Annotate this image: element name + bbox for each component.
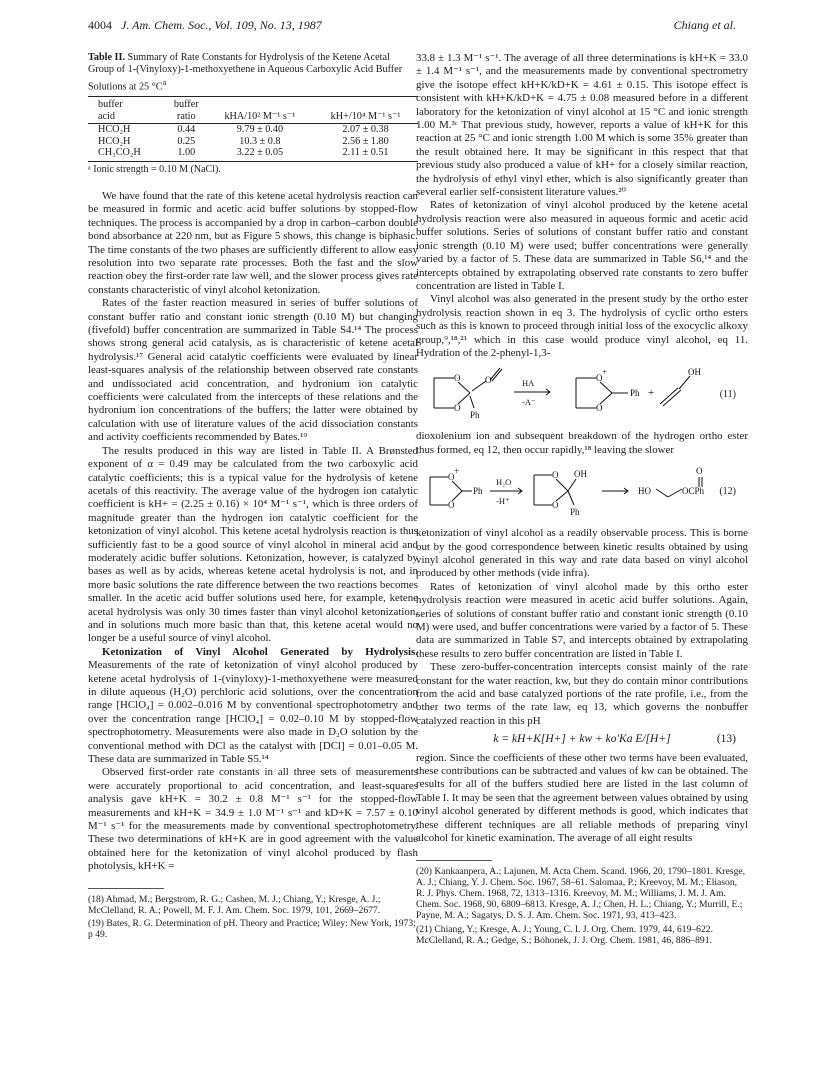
body-paragraph: Rates of the faster reaction measured in series of buffer solutions of constant buffer ratio and constant ionic strength (0.10 M) but changing (fivefold) buffer concentration are summarized in Table S4.¹⁴ The process shows strong general acid catalysis, as is characteristic of ketene acetal hydrolysis.¹⁷ General acid catalytic coefficients were evaluated by linear least-squares analysis of the relationship between observed rate constants and undissociated acid concentration, and hydronium ion catalytic coefficients were calculated from the intercepts of these relations and the hydronium ion concentrations of the buffers; the latter were obtained by calculation with use of literature values of the acid dissociation constants and activity coefficients recommended by Bates.¹⁹ — [88, 297, 418, 444]
oxygen-label: O — [454, 403, 461, 414]
byproduct-label: -H⁺ — [496, 496, 510, 507]
phenyl-label: Ph — [470, 410, 480, 421]
cell-kh: 2.11 ± 0.51 — [313, 147, 418, 161]
col-header-buffer: buffer — [88, 97, 166, 111]
body-paragraph: We have found that the rate of this ketene acetal hydrolysis reaction can be measured in formic and acetic acid buffer solutions by stopped-flow techniques. The process is accompanied by a drop in carbon–carbon double bond absorbance at 220 nm, but as Figure 5 shows, this change is biphasic. The time constants of the two phases are sufficiently different to allow easy resolution into two separate rate processes. Both the fast and the slow reaction obey the first-order rate law well, and the slower process gives rate constants characteristic of vinyl alcohol ketonization. — [88, 189, 418, 296]
body-paragraph — [88, 646, 418, 767]
cell-kh: 2.07 ± 0.38 — [342, 124, 389, 136]
equation-number: (12) — [719, 486, 736, 498]
body-paragraph: Rates of ketonization of vinyl alcohol made by this ortho ester hydrolysis reaction were measured in acetic acid buffer solutions. Again, series of solutions of constant buffer ratio and constant ionic strength (0.10 M) were used, and buffer concentrations were varied by a factor of 5. These data are summarized in Table S7, and intercepts obtained by extrapolating these results to zero buffer concentration are listed in Table I. — [416, 580, 748, 660]
cell-kha: 3.22 ± 0.05 — [207, 147, 313, 161]
reaction-11-structure — [416, 366, 736, 424]
phenyl-label: Ph — [630, 388, 640, 399]
reaction-scheme-12 — [416, 463, 748, 521]
body-paragraph: Rates of ketonization of vinyl alcohol produced by the ketene acetal hydrolysis reaction were also measured in aqueous formic and acetic acid buffer solutions. Series of solutions of constant buffer ratio and constant ionic strength (0.10 M) were used; buffer concentrations were generally varied by a factor of 5. These data are summarized in Table S6,¹⁴ and the intercepts obtained by extrapolating observed rate constants to zero buffer concentration are listed in Table I. — [416, 199, 748, 292]
catalyst-label: HA — [522, 378, 535, 389]
equation-number: (13) — [716, 733, 736, 746]
hydroxyl-label: OH — [688, 367, 701, 378]
body-paragraph: Vinyl alcohol was also generated in the present study by the ortho ester hydrolysis reaction shown in eq 3. The hydrolysis of cyclic ortho esters such as this is known to proceed through initial loss of the exocyclic alkoxy group,⁹,¹⁸,²¹ which in this case would produce vinyl alcohol, eq 11. Hydration of the 2-phenyl-1,3- — [416, 293, 748, 359]
body-paragraph: ketonization of vinyl alcohol as a readily observable process. This is borne out by the good correspondence between kinetic results obtained by using vinyl alcohol generated in this way and rate data based on vinyl alcohol produced by other methods (vide infra). — [416, 527, 748, 580]
reaction-scheme-11 — [416, 366, 748, 424]
hydroxyl-label: HO — [638, 486, 651, 497]
cell-ratio: 0.25 — [177, 135, 196, 147]
table-row — [88, 124, 418, 136]
reference-note: (21) Chiang, Y.; Kresge, A. J.; Young, C. I. J. Org. Chem. 1979, 44, 619–622. McClelland, R. A.; Gedge, S.; Bohonek, J. J. Org. Chem. 1981, 46, 886–891. — [416, 923, 713, 946]
cell-acid: HCO₂H — [98, 124, 131, 136]
body-paragraph: Observed first-order rate constants in all three sets of measurements were accurately proportional to acid concentration, and least-squares analysis gave kH+K = 30.2 ± 0.8 M⁻¹ s⁻¹ for the stopped-flow measurements and kH+K = 34.9 ± 1.0 M⁻¹ s⁻¹ and kD+K = 7.57 ± 0.10 M⁻¹ s⁻¹ for the measurements made by conventional spectrophotometry. These two determinations of kH+K are in good agreement with the value obtained here for the ketonization of vinyl alcohol produced by flash photolysis, kH+K = — [88, 766, 418, 873]
col-header-buffer-2: buffer — [166, 97, 207, 111]
equation-text: k = kH+K[H+] + kw + ko′Ka E/[H+] — [493, 733, 671, 746]
col-header-acid: acid — [88, 111, 166, 124]
hydroxyl-label: OH — [574, 469, 587, 480]
running-authors: Chiang et al. — [673, 18, 736, 32]
oxygen-label: O — [596, 403, 603, 414]
journal-citation: J. Am. Chem. Soc., Vol. 109, No. 13, 1987 — [121, 18, 322, 32]
cell-ratio: 1.00 — [166, 147, 207, 161]
table-caption-text: Summary of Rate Constants for Hydrolysis of the Ketene Acetal Group of 1-(Vinyloxy)-1-methoxyethene in Aqueous Carboxylic Acid Buffer Solutions at 25 °C — [88, 52, 403, 93]
body-paragraph: 33.8 ± 1.3 M⁻¹ s⁻¹. The average of all three determinations is kH+K = 33.0 ± 1.4 M⁻¹ s⁻¹, and the measurements made by conventional spectrometry give the isotope effect kH+K/kD+K = 4.61 ± 0.15. This isotope effect is consistent with kH+K/kD+K = 4.75 ± 0.08 measured before in a different laboratory for the ketonization of vinyl alcohol at 15 °C and ionic strength 1.00 M.³ᶜ That previous study, however, reports a value of kH+K for this reaction at 25 °C and ionic strength 1.00 M which is some 35% greater than the result obtained here. It may be significant in this respect that that previous study also produced a value of kH+ for a closely similar reaction, the hydrolysis of ethyl vinyl ether, which is also significantly greater than several earlier self-consistent literature values.²⁰ — [416, 52, 748, 199]
table-row — [88, 147, 418, 161]
charge-label: + — [454, 466, 460, 477]
plus-sign: + — [648, 387, 655, 400]
rate-constant-table — [88, 96, 418, 162]
cell-acid: HCO₂H — [98, 135, 131, 147]
reagent-label: H₂O — [496, 477, 512, 488]
paragraph-text: Measurements of the rate of ketonization of vinyl alcohol produced by ketene acetal hydrolysis of 1-(vinyloxy)-1-methoxyethene were measured in dilute aqueous (H₂O) perchloric acid solutions, over the concentration range [HClO₄] = 0.002–0.016 M by conventional spectrophotometry and over the concentration range [HClO₄] = 0.02–0.10 M by stopped-flow spectrophotometry. Measurements were also made in D₂O solution by the conventional method with DCl as the catalyst with [DCl] = 0.01–0.05 M. These data are summarized in Table S5.¹⁴ — [88, 659, 418, 766]
oxygen-label: O — [454, 373, 461, 384]
oxygen-label: O — [448, 500, 455, 511]
reference-note: (19) Bates, R. G. Determination of pH. Theory and Practice; Wiley: New York, 1973; p 49. — [88, 918, 416, 941]
byproduct-label: -A⁻ — [522, 397, 536, 408]
equation-number: (11) — [719, 389, 736, 401]
col-header-kh: kH+/10⁴ M⁻¹ s⁻¹ — [313, 111, 418, 124]
section-heading: Ketonization of Vinyl Alcohol Generated by Hydrolysis. — [102, 645, 418, 658]
rate-law-equation — [416, 733, 748, 746]
running-header — [88, 19, 736, 35]
reference-note: (20) Kankaanpera, A.; Lajunen, M. Acta Chem. Scand. 1966, 20, 1790–1801. Kresge, A. J.; Chiang, Y. J. Chem. Soc. 1967, 58–61. Salomaa, P.; Kreevoy, M. M.; Eliason, R. J. Phys. Chem. 1968, 72, 1313–1316. Kreevoy, M. M.; Williams, J. M. J. Am. Chem. Soc. 1968, 90, 6809–6813. Kresge, A. J.; Chen, H. L.; Chiang, Y.; Murrill, E.; Payne, M. A.; Sagatys, D. S. J. Am. Chem. Soc. 1971, 93, 413–423. — [416, 865, 746, 922]
reference-note: (18) Ahmad, M.; Bergstrom, R. G.; Cashen, M. J.; Chiang, Y.; Kresge, A. J.; McClelland, R. A.; Powell, M. F. J. Am. Chem. Soc. 1979, 101, 2669–2677. — [88, 893, 381, 916]
body-paragraph: region. Since the coefficients of these other two terms have been evaluated, these contributions can be subtracted and values of kw can be obtained. The results for all of the buffers studied here are listed in the last column of Table I. It may be seen that the agreement between values obtained by using vinyl alcohol generated by different methods is good, which indicates that these different techniques are all reliable methods of preparing vinyl alcohol for kinetic examination. The average of all eight results — [416, 751, 748, 845]
cell-acid: CH₃CO₂H — [88, 147, 166, 161]
table-caption — [88, 52, 418, 94]
right-column — [416, 52, 748, 948]
footnote-rule — [416, 860, 492, 861]
cell-kha: 10.3 ± 0.8 — [239, 135, 281, 147]
left-column — [88, 52, 418, 943]
oxygen-label: O — [448, 472, 455, 483]
oxygen-label: O — [485, 375, 492, 386]
footnote-rule — [88, 888, 164, 889]
page-number: 4004 — [88, 18, 112, 32]
table-caption-footnote-mark: a — [162, 77, 167, 88]
oxygen-label: O — [552, 500, 559, 511]
table-label: Table II. — [88, 52, 125, 63]
charge-label: + — [602, 367, 608, 378]
cell-kh: 2.56 ± 1.80 — [342, 135, 389, 147]
col-header-ratio: ratio — [166, 111, 207, 124]
body-paragraph: These zero-buffer-concentration intercepts consist mainly of the rate constant for the water reaction, kw, but they do contain minor contributions from the acid and base catalyzed portions of the rate profile, i.e., from the other two terms of the rate law, eq 13, which governs the nonbuffer catalyzed reaction in this pH — [416, 661, 748, 727]
oxygen-label: O — [552, 470, 559, 481]
carbonyl-oxygen-label: O — [696, 466, 703, 477]
table-footnote: ᵃ Ionic strength = 0.10 M (NaCl). — [88, 163, 221, 175]
phenyl-label: Ph — [473, 486, 483, 497]
body-paragraph: The results produced in this way are listed in Table II. A Brønsted exponent of α = 0.49 may be calculated from the two carboxylic acid catalytic coefficients; this is a typical value for the hydrolysis of ketene acetals of this reactivity. The average value of the hydrogen ion catalytic coefficient is kH+ = (2.25 ± 0.16) × 10⁴ M⁻¹ s⁻¹, which is three orders of magnitude greater than the hydrogen ion catalytic coefficient for the ketonization of vinyl alcohol. This ketene acetal hydrolysis reaction is thus sufficiently fast to be a good source of vinyl alcohol in mineral acid and moderately acidic buffer solutions. Ketonization, however, is catalyzed by bases as well as by acids, whereas ketene acetal hydrolysis is not, and in more basic solutions the rate difference between the two reactions becomes smaller. In the acetic acid buffer solutions used here, for example, ketene acetal hydrolysis was only 30 times faster than vinyl alcohol ketonization, and in solutions much more basic than that, this ketene acetal would no longer be a useful source of vinyl alcohol. — [88, 444, 418, 645]
body-paragraph: dioxolenium ion and subsequent breakdown of the hydrogen ortho ester thus formed, eq 12, then occur rapidly,¹⁸ leaving the slower — [416, 430, 748, 456]
cell-ratio: 0.44 — [177, 124, 196, 136]
cell-kha: 9.79 ± 0.40 — [236, 124, 284, 136]
oxygen-label: O — [596, 373, 603, 384]
reaction-12-structure — [416, 463, 736, 521]
table-row — [88, 136, 418, 148]
phenyl-label: Ph — [570, 507, 580, 518]
col-header-kha: kHA/10² M⁻¹ s⁻¹ — [207, 111, 313, 124]
ester-label: OCPh — [682, 486, 705, 497]
